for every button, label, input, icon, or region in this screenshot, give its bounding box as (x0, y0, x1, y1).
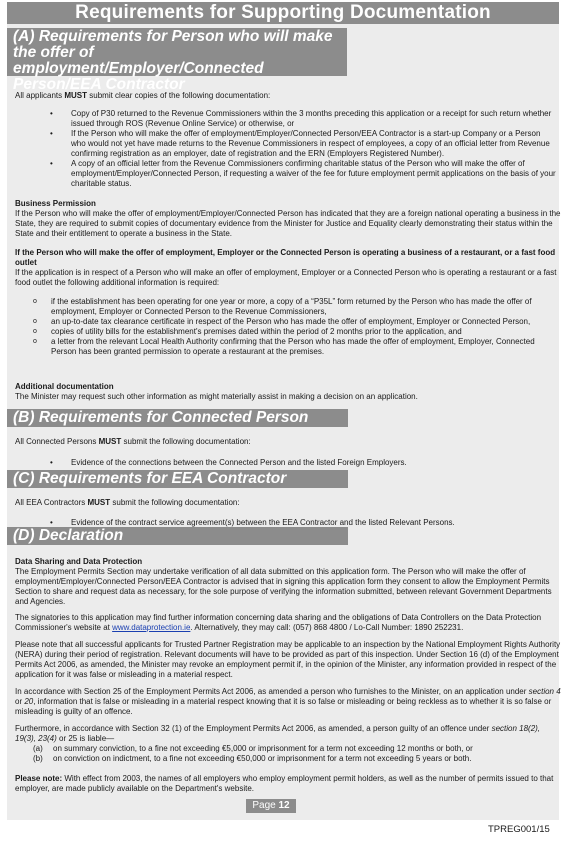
restaurant-list (33, 297, 559, 357)
page-number-badge: Page 12 (246, 799, 296, 813)
form-code: TPREG001/15 (488, 824, 550, 835)
page-title: Requirements for Supporting Documentation (7, 2, 559, 24)
penalty-list (33, 744, 553, 764)
data-sharing-heading: Data Sharing and Data Protection (15, 557, 143, 566)
section-a-bullet-list (50, 109, 556, 189)
list-item: • A copy of an official letter from the Revenue Commissioners confirming charitable status of the Person who will make the offer of employment/Employer/Connected Person, if requesting a waiver of the fee for future employment permit applications on the basis of your charitable status. (50, 159, 556, 188)
list-item: • Copy of P30 returned to the Revenue Commissioners within the 3 months preceding this application or a receipt for such return whether issued through ROS (Revenue Online Service) or otherwise, or (50, 109, 552, 128)
list-item: o copies of utility bills for the establishment's premises dated within the period of 2 months prior to the application, and (33, 327, 462, 336)
section-a-heading-line3: Person/EEA Contractor (13, 76, 185, 93)
list-item: (b) on conviction on indictment, to a fine not exceeding €50,000 or imprisonment for a term not exceeding 5 years or both. (33, 754, 472, 763)
section-a-heading-line1: (A) Requirements for Person who will make (13, 28, 333, 45)
section-c-heading: (C) Requirements for EEA Contractor (7, 470, 348, 488)
business-permission-heading: Business Permission (15, 199, 96, 208)
business-permission-text: If the Person who will make the offer of employment/Employer/Connected Person has indicated that they are a foreign national operating a business in the State, they are required to submit copies of documentary evidence from the Minister for Justice and Equality clearly demonstrating their status within the State and their entitlement to operate a business in the State. (15, 209, 561, 238)
please-note-paragraph: Please note: With effect from 2003, the names of all employers who employ employment permit holders, as well as the number of permits issued to that employer, are made publicly available on the Department's website. (15, 774, 554, 793)
section-25-paragraph: In accordance with Section 25 of the Employment Permits Act 2006, as amended a person who furnishes to the Minister, on an application under section 4 or 20, information that is false or misleading in a material respect knowing that it is so false or misleading or being reckless as to whether it is so false or misleading is guilty of an offence. (15, 687, 561, 716)
additional-documentation-text: The Minister may request such other information as might materially assist in making a decision on an application. (15, 392, 418, 401)
data-sharing-block (15, 557, 561, 607)
list-item: o a letter from the relevant Local Health Authority confirming that the Person who has made the offer of employment, Employer, Connected Person has been granted permission to operate a restaurant at the premises. (33, 337, 535, 356)
list-item: • If the Person who will make the offer of employment/Employer/Connected Person/EEA Contractor is a start-up Company or a Person who would not yet have made returns to the Revenue Commissioners in respect of employees, a copy of an official letter from Revenue confirming registration as an employer, date of registration and the ERN (Employers Registered Number). (50, 129, 550, 158)
dataprotection-link[interactable]: www.dataprotection.ie (112, 623, 191, 632)
section-b-heading: (B) Requirements for Connected Person (7, 409, 348, 427)
list-item: • Evidence of the contract service agreement(s) between the EEA Contractor and the listed Relevant Persons. (50, 518, 455, 527)
data-protection-paragraph: The signatories to this application may find further information concerning data sharing and the obligations of Data Controllers on the Data Protection Commissioner's website at www.dataprotection.ie. Alternatively, they may call: (057) 868 4800 / Lo-Call Number: 1890 252231. (15, 613, 542, 632)
inspection-paragraph: Please note that all successful applicants for Trusted Partner Registration may be applicable to an inspection by the National Employment Rights Authority (NERA) during their period of registration. Relevant documents will have to be provided as part of this inspection. Under Section 16 (d) of the Employment Permits Act 2006, as amended, the Minister may revoke an employment permit if, in the opinion of the Minister, any information provided in respect of the application for it was false or misleading in a material respect. (15, 640, 561, 679)
list-item: o if the establishment has been operating for one year or more, a copy of a “P35L” form returned by the Person who has made the offer of employment, Employer or Connected Person to the Revenue Commissioners, (33, 297, 532, 316)
section-32-paragraph: Furthermore, in accordance with Section 32 (1) of the Employment Permits Act 2006, as amended, a person guilty of an offence under section 18(2), 19(3), 23(4) or 25 is liable— (15, 724, 541, 743)
restaurant-heading: If the Person who will make the offer of employment, Employer or the Connected Person is operating a business of a restaurant, or a fast food outlet (15, 248, 556, 267)
data-sharing-paragraph-1: The Employment Permits Section may undertake verification of all data submitted on this application form. The Person who will make the offer of employment/Employer/Connected Person/EEA Contractor is advised that in signing this application form they consent to allow the Employment Permits Section to share and request data as necessary, for the sole purpose of verifying the information submitted, between relevant Government Departments and Agencies. (15, 567, 552, 606)
section-c-intro: All EEA Contractors MUST submit the following documentation: (15, 498, 240, 507)
section-a-heading (7, 28, 347, 93)
business-permission-block (15, 199, 561, 239)
list-item: • Evidence of the connections between the Connected Person and the listed Foreign Employers. (50, 458, 407, 467)
list-item: o an up-to-date tax clearance certificate in respect of the Person who has made the offer of employment, Employer or Connected Person, (33, 317, 531, 326)
restaurant-text: If the application is in respect of a Person who will make an offer of employment, Employer or a Connected Person who is operating a restaurant or a fast food outlet the following additional information is required: (15, 268, 557, 287)
section-a-intro: All applicants MUST submit clear copies of the following documentation: (15, 91, 271, 100)
section-d-heading: (D) Declaration (7, 527, 348, 545)
restaurant-block (15, 248, 561, 288)
section-b-bullet-list (50, 458, 556, 468)
additional-documentation-heading: Additional documentation (15, 382, 114, 391)
list-item: (a) on summary conviction, to a fine not exceeding €5,000 or imprisonment for a term not exceeding 12 months or both, or (33, 744, 473, 753)
additional-documentation-block (15, 382, 561, 402)
section-a-heading-line2: the offer of employment/Employer/Connected (13, 44, 264, 77)
section-b-intro: All Connected Persons MUST submit the following documentation: (15, 437, 251, 446)
